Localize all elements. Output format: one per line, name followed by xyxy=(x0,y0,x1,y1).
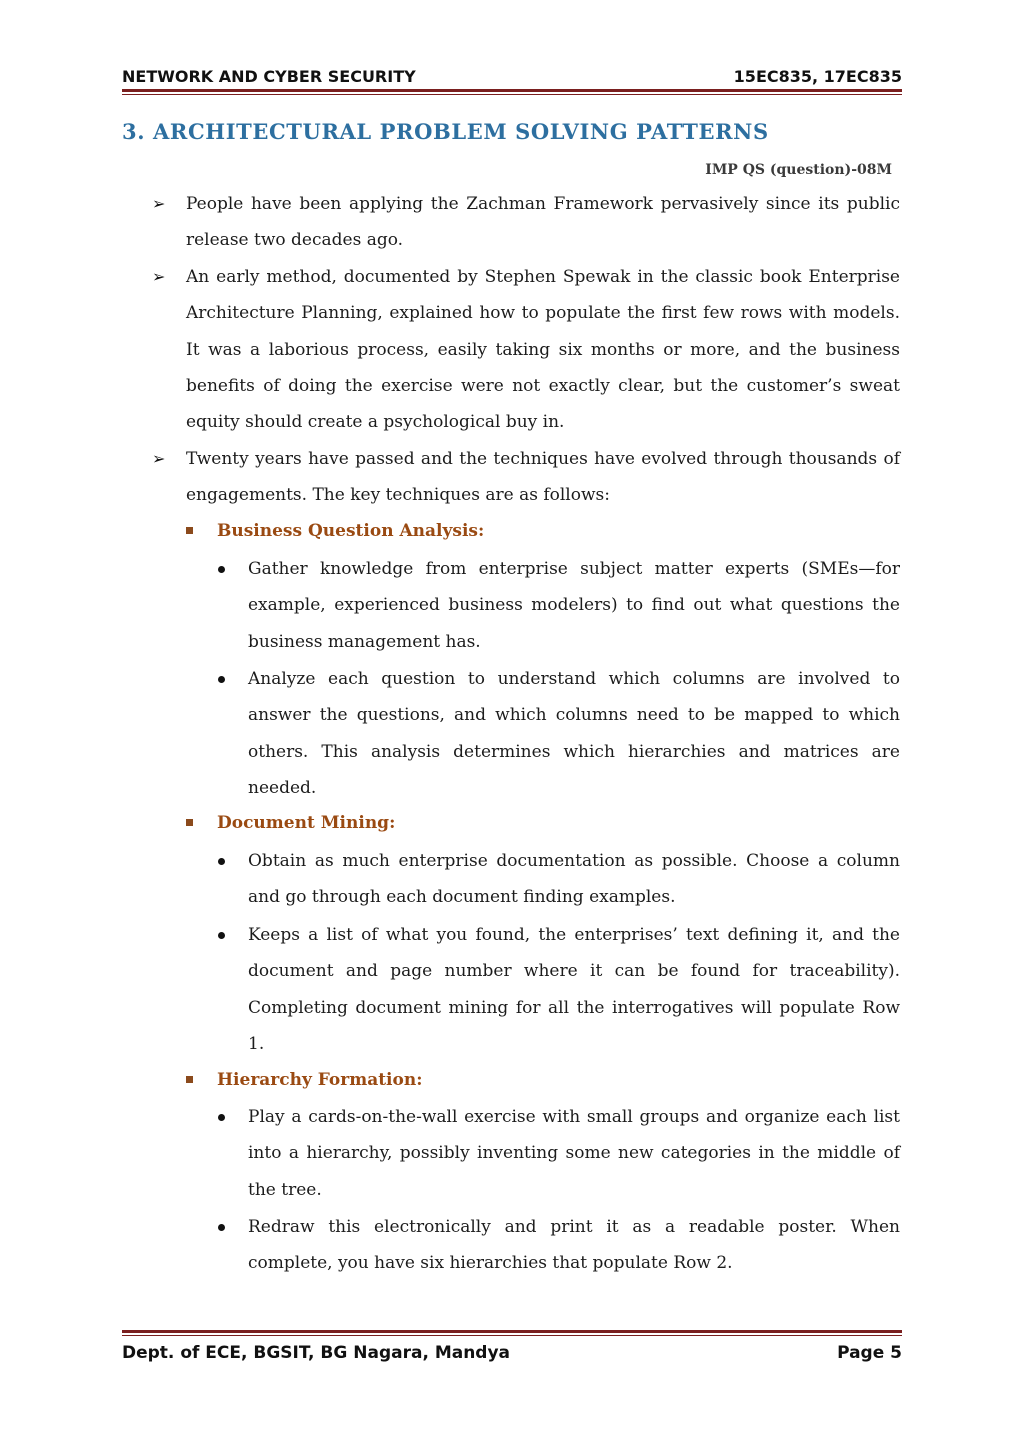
technique-point: Analyze each question to understand which columns are involved to answer the questions, and which columns need to be mapped to which others. This analysis determines which hierarchies and matrices are needed. xyxy=(248,669,900,798)
dot-bullet-icon xyxy=(218,566,225,573)
technique-heading: Document Mining: xyxy=(217,813,396,833)
technique-point: Keeps a list of what you found, the enterprises’ text defining it, and the document and page number where it can be found for traceability). Completing document mining for all the interrogatives will populate Row 1. xyxy=(248,925,900,1054)
technique-point: Play a cards-on-the-wall exercise with small groups and organize each list into a hierarchy, possibly inventing some new categories in the middle of the tree. xyxy=(248,1107,900,1200)
header-rule-thick xyxy=(122,89,902,92)
arrow-bullet-icon: ➢ xyxy=(152,267,166,286)
technique-point: Gather knowledge from enterprise subject matter experts (SMEs—for example, experienced business modelers) to find out what questions the business management has. xyxy=(248,559,900,652)
page-header xyxy=(122,62,902,86)
importance-tag: IMP QS (question)-08M xyxy=(705,162,892,178)
footer-rule-thin xyxy=(122,1335,902,1336)
section-title: 3. ARCHITECTURAL PROBLEM SOLVING PATTERNS xyxy=(122,119,769,144)
dot-bullet-icon xyxy=(218,1224,225,1231)
bullet-paragraph: Twenty years have passed and the techniques have evolved through thousands of engagements. The key techniques are as follows: xyxy=(186,449,900,506)
course-title: NETWORK AND CYBER SECURITY xyxy=(122,67,416,86)
technique-point: Obtain as much enterprise documentation as possible. Choose a column and go through each document finding examples. xyxy=(248,851,900,908)
arrow-bullet-icon: ➢ xyxy=(152,449,166,468)
arrow-bullet-icon: ➢ xyxy=(152,194,166,213)
dot-bullet-icon xyxy=(218,676,225,683)
square-bullet-icon xyxy=(186,527,193,534)
page-footer xyxy=(122,1340,902,1366)
dot-bullet-icon xyxy=(218,932,225,939)
dot-bullet-icon xyxy=(218,858,225,865)
course-codes: 15EC835, 17EC835 xyxy=(733,67,902,86)
dot-bullet-icon xyxy=(218,1114,225,1121)
department-label: Dept. of ECE, BGSIT, BG Nagara, Mandya xyxy=(122,1343,511,1363)
technique-heading: Hierarchy Formation: xyxy=(217,1070,423,1090)
bullet-paragraph: People have been applying the Zachman Framework pervasively since its public release two decades ago. xyxy=(186,194,900,251)
bullet-paragraph: An early method, documented by Stephen Spewak in the classic book Enterprise Architecture Planning, explained how to populate the first few rows with models. It was a laborious process, easily taking six months or more, and the business benefits of doing the exercise were not exactly clear, but the customer’s sweat equity should create a psychological buy in. xyxy=(186,267,900,433)
square-bullet-icon xyxy=(186,1076,193,1083)
technique-point: Redraw this electronically and print it as a readable poster. When complete, you have six hierarchies that populate Row 2. xyxy=(248,1217,900,1274)
square-bullet-icon xyxy=(186,819,193,826)
header-rule-thin xyxy=(122,94,902,95)
technique-heading: Business Question Analysis: xyxy=(217,521,485,541)
page-number: Page 5 xyxy=(837,1343,902,1363)
footer-rule-thick xyxy=(122,1330,902,1333)
